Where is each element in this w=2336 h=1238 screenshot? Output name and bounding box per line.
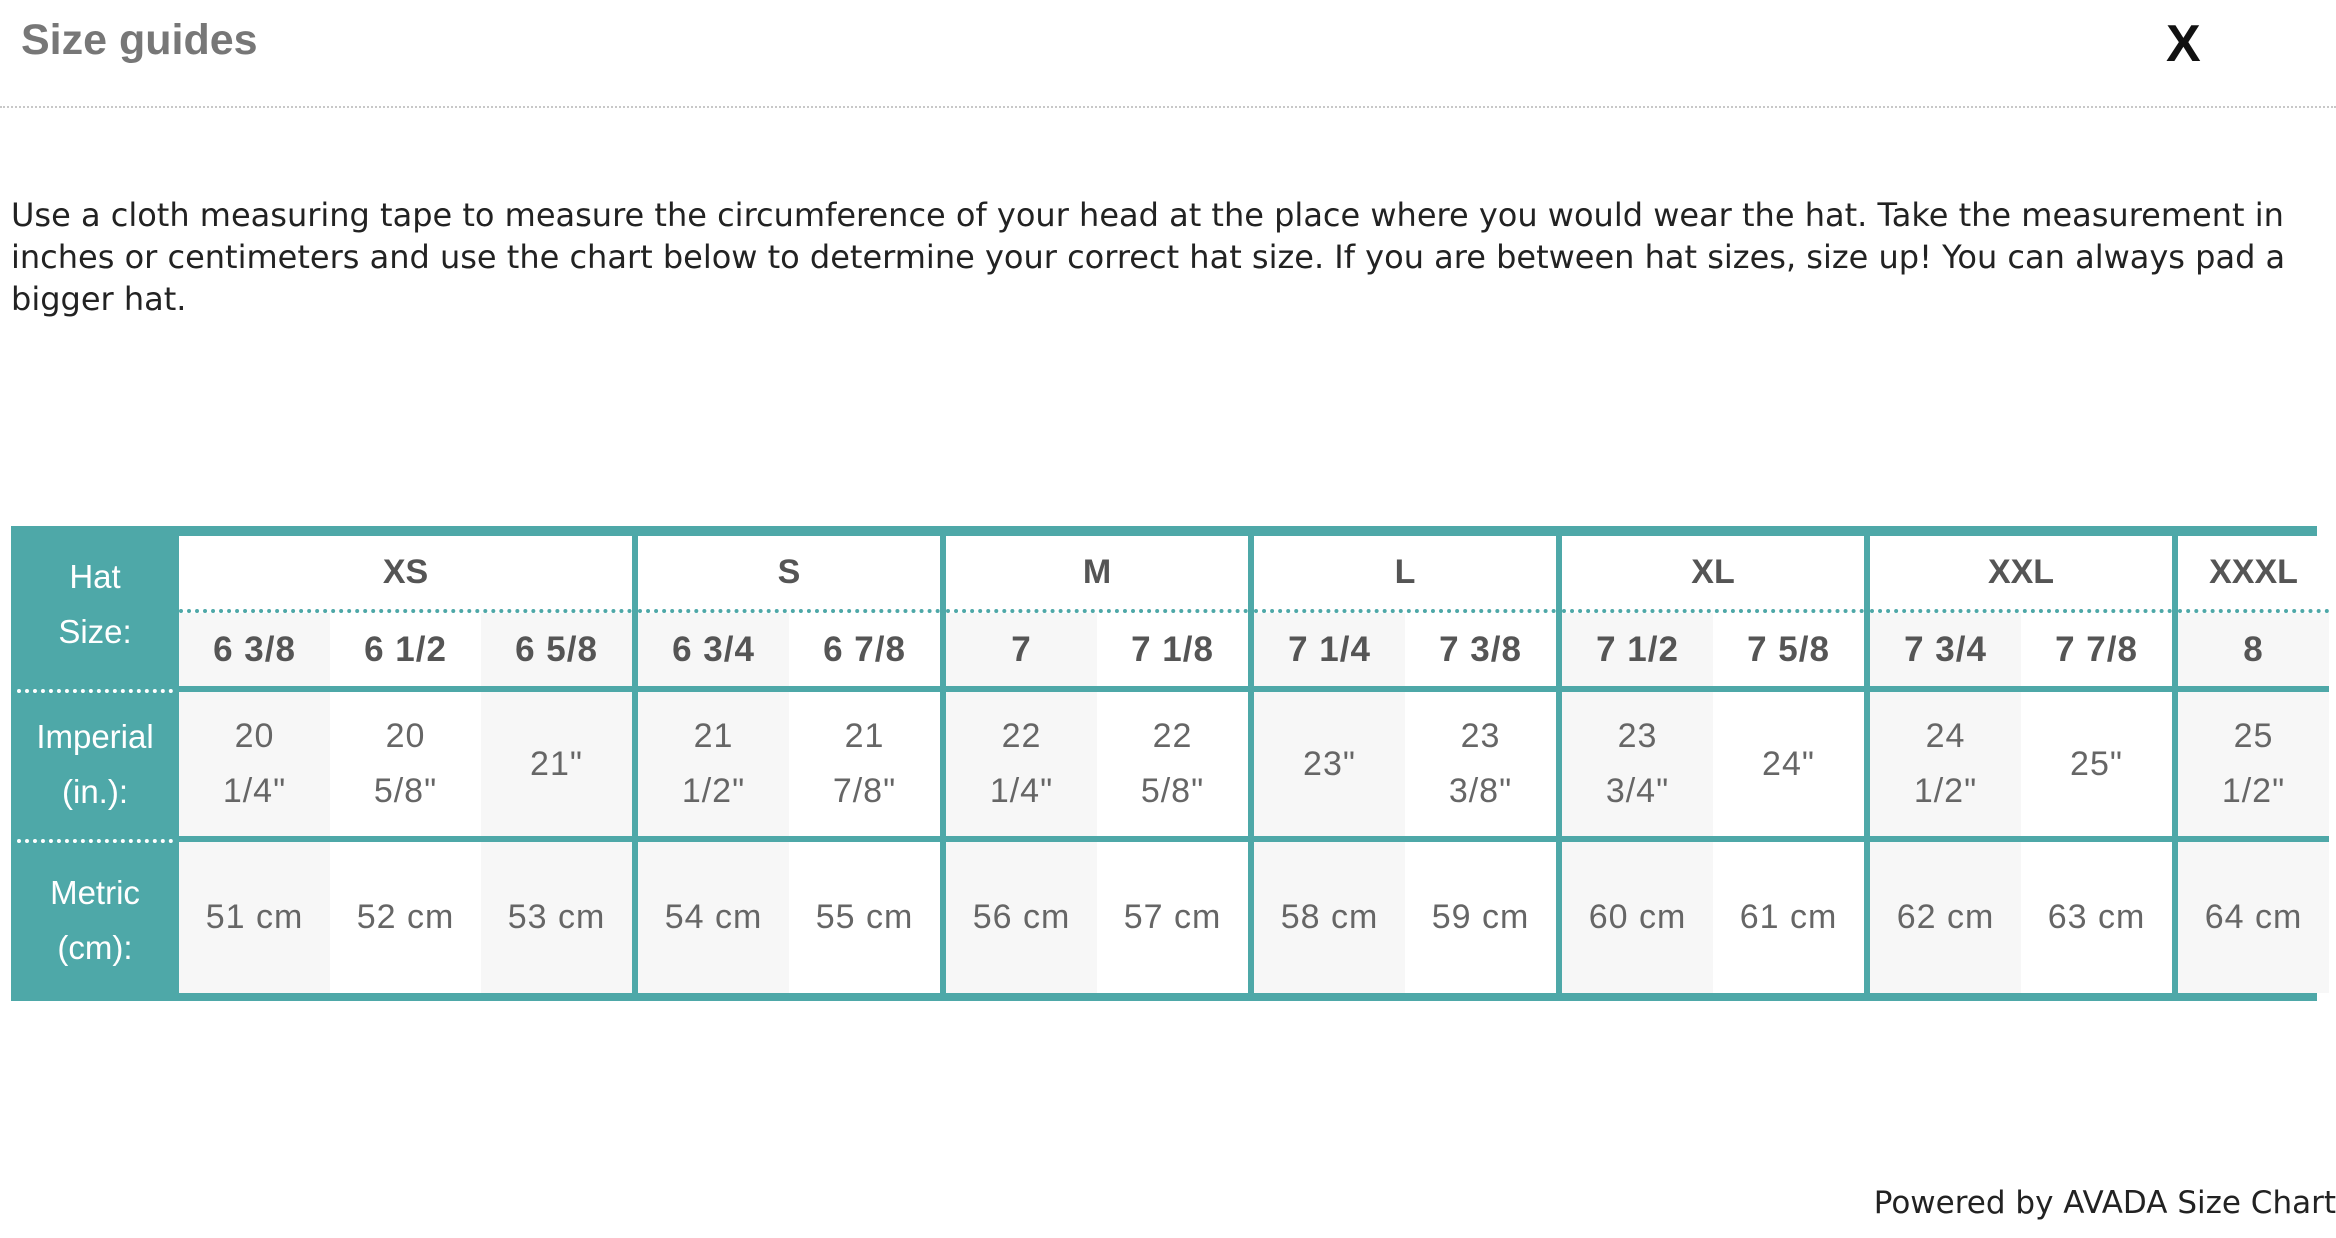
imperial-value-line1: 24" [1762,744,1815,783]
metric-cell: 54 cm [638,842,789,993]
imperial-value-line1: 21 [844,717,885,755]
metric-cell: 51 cm [179,842,330,993]
size-group-name: XL [1691,552,1735,591]
size-guide-description: Use a cloth measuring tape to measure the circumference of your head at the place where you would wear the hat. Take the measurement in inches or centimeters and use the chart below to determine your correct hat size. If you are between hat sizes, size up! You can always pad a bigger hat. [11,196,2286,318]
size-group [179,536,632,993]
metric-cell: 62 cm [1870,842,2021,993]
imperial-cell [330,692,481,836]
imperial-cell [2178,692,2329,836]
size-group [1870,536,2172,993]
imperial-cell [946,692,1097,836]
metric-cell: 53 cm [481,842,632,993]
size-group [638,536,940,993]
hat-size-cell: 6 7/8 [823,629,906,669]
close-button[interactable]: X [2166,15,2201,73]
modal-title: Size guides [21,16,258,64]
imperial-cell [481,692,632,836]
hat-size-header [11,536,179,672]
imperial-value-line1: 20 [234,717,275,755]
imperial-value-line1: 25" [2070,744,2123,783]
imperial-value-line2: 1/2" [1913,772,1978,810]
hat-size-header-line2: Size: [58,613,132,650]
imperial-header [11,696,179,832]
size-group [2178,536,2329,993]
header-divider [17,839,173,843]
imperial-cell [1870,692,2021,836]
metric-cell: 64 cm [2178,842,2329,993]
imperial-value-line2: 3/4" [1605,772,1670,810]
hat-size-cell: 6 3/4 [638,613,789,686]
imperial-value-line2: 1/4" [989,772,1054,810]
metric-cell: 60 cm [1562,842,1713,993]
metric-cell: 57 cm [1123,898,1222,936]
metric-cell: 61 cm [1739,898,1838,936]
imperial-value-line2: 1/2" [2221,772,2286,810]
size-group-name: XXXL [2209,552,2298,591]
hat-size-cell: 7 3/8 [1439,629,1522,669]
imperial-value-line2: 3/8" [1448,772,1513,810]
imperial-value-line1: 21 [693,717,734,755]
imperial-header-line1: Imperial [36,718,154,755]
imperial-cell [2021,692,2172,836]
metric-cell: 55 cm [815,898,914,936]
size-group-name: S [777,552,801,591]
imperial-value-line1: 23 [1617,717,1658,755]
imperial-value-line1: 21" [530,744,583,783]
powered-by-footer: Powered by AVADA Size Chart [1873,1185,2336,1221]
imperial-header-line2: (in.): [62,773,128,810]
metric-cell: 56 cm [946,842,1097,993]
row-headers [11,526,179,1001]
imperial-cell [1254,692,1405,836]
imperial-value-line2: 7/8" [832,772,897,810]
imperial-cell [1097,692,1248,836]
hat-size-cell: 7 1/8 [1131,629,1214,669]
hat-size-header-line1: Hat [69,558,121,595]
imperial-value-line1: 22 [1152,717,1193,755]
hat-size-cell: 7 1/2 [1562,613,1713,686]
hat-size-cell: 6 3/8 [179,613,330,686]
modal-header [0,0,2336,108]
metric-header-line1: Metric [50,873,140,911]
size-group-name: XXL [1987,552,2055,591]
hat-size-cell: 8 [2178,613,2329,686]
imperial-cell [1562,692,1713,836]
imperial-cell [179,692,330,836]
imperial-cell [1405,692,1556,836]
hat-size-cell: 6 5/8 [481,613,632,686]
size-group [1562,536,1864,993]
metric-cell: 52 cm [356,898,455,936]
metric-cell: 58 cm [1254,842,1405,993]
size-group-name: L [1394,552,1416,591]
imperial-cell [789,692,940,836]
imperial-value-line2: 1/2" [681,772,746,810]
metric-cell: 59 cm [1431,898,1530,936]
imperial-cell [638,692,789,836]
imperial-value-line2: 5/8" [1140,772,1205,810]
size-group [946,536,1248,993]
hat-size-cell: 7 5/8 [1747,629,1830,669]
imperial-value-line1: 23" [1303,744,1356,783]
size-group [1254,536,1556,993]
header-divider [17,689,173,693]
size-group-name: XS [382,552,429,591]
imperial-value-line1: 25 [2233,717,2274,755]
hat-size-chart [11,526,2317,1001]
hat-size-cell: 7 1/4 [1254,613,1405,686]
imperial-value-line2: 5/8" [373,772,438,810]
hat-size-cell: 7 3/4 [1870,613,2021,686]
imperial-value-line1: 24 [1925,717,1966,755]
imperial-value-line1: 22 [1001,717,1042,755]
imperial-value-line2: 1/4" [222,772,287,810]
imperial-value-line1: 23 [1460,717,1501,755]
imperial-cell [1713,692,1864,836]
metric-header [11,846,179,993]
hat-size-cell: 6 1/2 [364,629,447,669]
metric-cell: 63 cm [2047,898,2146,936]
metric-header-line2: (cm): [57,928,133,966]
hat-size-cell: 7 [946,613,1097,686]
hat-size-cell: 7 7/8 [2055,629,2138,669]
imperial-value-line1: 20 [385,717,426,755]
size-group-name: M [1082,552,1112,591]
